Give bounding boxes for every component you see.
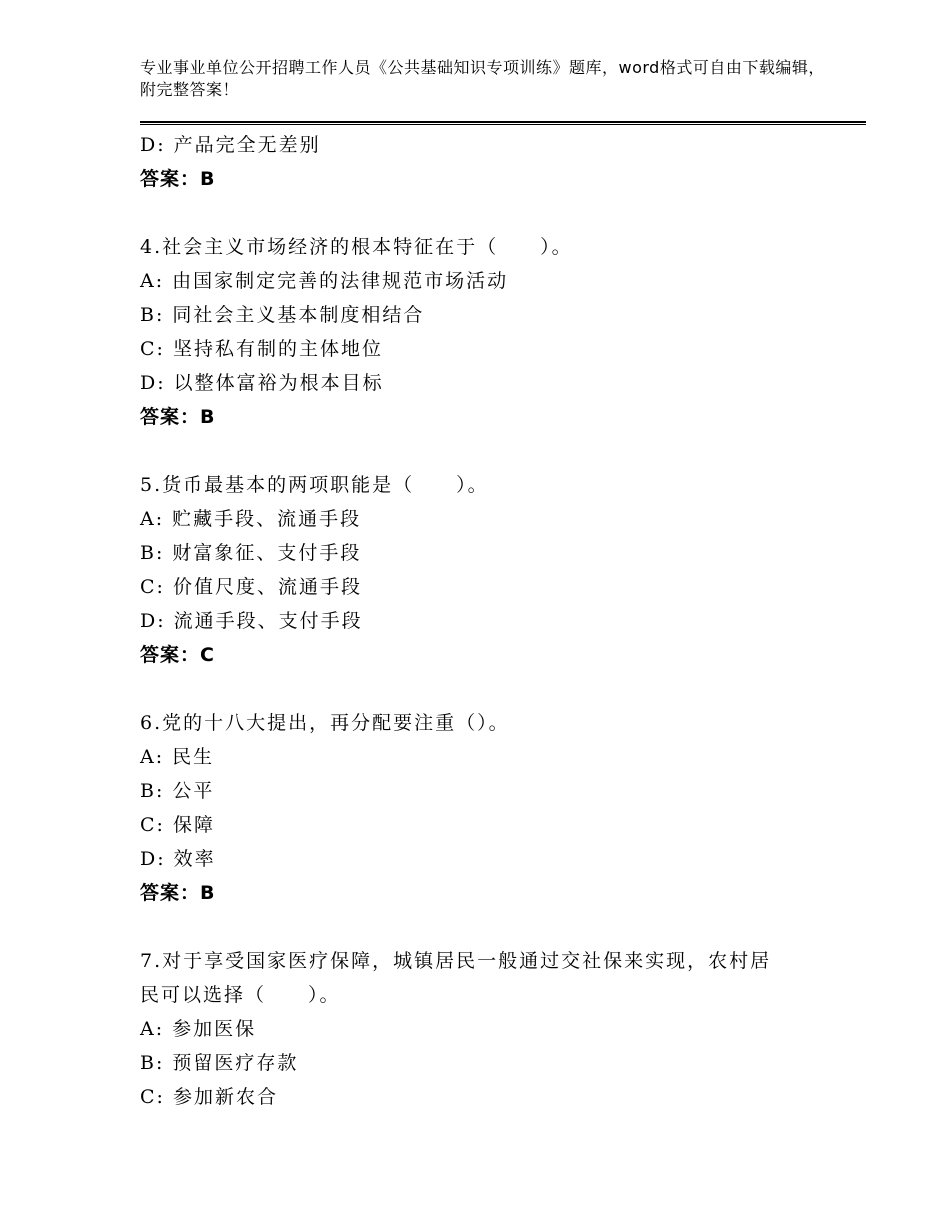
q5-answer: 答案：C xyxy=(140,644,215,666)
q5-option-b: B: 财富象征、支付手段 xyxy=(140,542,362,564)
q5-option-c: C: 价值尺度、流通手段 xyxy=(140,576,362,598)
q5-option-a: A: 贮藏手段、流通手段 xyxy=(140,508,362,530)
q4-option-c: C: 坚持私有制的主体地位 xyxy=(140,338,383,360)
q4-option-b: B: 同社会主义基本制度相结合 xyxy=(140,304,425,326)
spacer xyxy=(140,672,850,706)
spacer xyxy=(140,434,850,468)
q7-option-b: B: 预留医疗存款 xyxy=(140,1052,299,1074)
q4-option-a: A: 由国家制定完善的法律规范市场活动 xyxy=(140,270,509,292)
header-text: 专业事业单位公开招聘工作人员《公共基础知识专项训练》题库，word格式可自由下载编辑，附完整答案！ xyxy=(140,58,825,99)
q7-stem-line-2: 民可以选择（ ）。 xyxy=(140,984,341,1006)
q6-stem: 6.党的十八大提出，再分配要注重（）。 xyxy=(140,712,510,734)
spacer xyxy=(140,196,850,230)
q6-option-a: A: 民生 xyxy=(140,746,215,768)
spacer xyxy=(140,910,850,944)
q6-option-d: D: 效率 xyxy=(140,848,216,870)
q3-answer: 答案：B xyxy=(140,168,216,190)
q6-option-c: C: 保障 xyxy=(140,814,215,836)
q5-option-d: D: 流通手段、支付手段 xyxy=(140,610,363,632)
q4-option-d: D: 以整体富裕为根本目标 xyxy=(140,372,384,394)
q5-stem: 5.货币最基本的两项职能是（ ）。 xyxy=(140,474,489,496)
q7-option-c: C: 参加新农合 xyxy=(140,1086,278,1108)
header-divider xyxy=(140,121,866,125)
q6-answer: 答案：B xyxy=(140,882,216,904)
q3-option-d: D: 产品完全无差别 xyxy=(140,134,321,156)
q7-stem-line-1: 7.对于享受国家医疗保障，城镇居民一般通过交社保来实现，农村居 xyxy=(140,950,772,972)
q6-option-b: B: 公平 xyxy=(140,780,215,802)
q4-stem: 4.社会主义市场经济的根本特征在于（ ）。 xyxy=(140,236,573,258)
question-list xyxy=(140,128,850,1114)
q7-option-a: A: 参加医保 xyxy=(140,1018,257,1040)
q4-answer: 答案：B xyxy=(140,406,216,428)
page-header xyxy=(140,57,830,101)
